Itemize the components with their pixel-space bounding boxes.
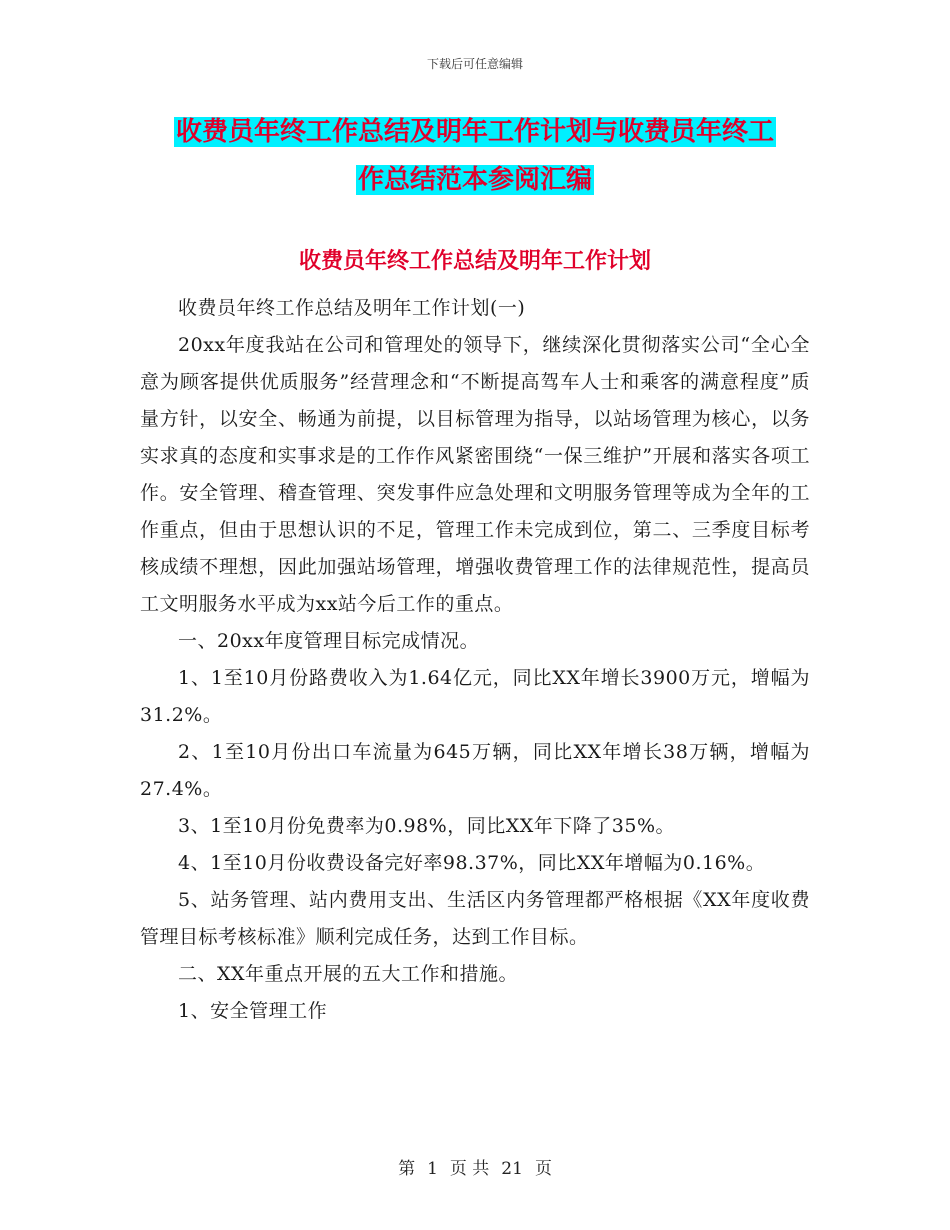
document-body [140, 290, 810, 1030]
paragraph-heading-1: 一、20xx年度管理目标完成情况。 [178, 630, 480, 652]
header-note: 下载后可任意编辑 [426, 57, 523, 71]
footer-page-number: 1 [427, 1159, 438, 1179]
paragraph-item-3: 3、1至10月份免费率为0.98%，同比XX年下降了35%。 [178, 815, 675, 837]
footer-middle: 页 共 [449, 1159, 490, 1179]
document-title-line-2: 作总结范本参阅汇编 [357, 165, 592, 195]
section-title: 收费员年终工作总结及明年工作计划 [298, 249, 651, 274]
footer-prefix: 第 [398, 1159, 416, 1179]
paragraph-subtitle: 收费员年终工作总结及明年工作计划(一) [178, 297, 526, 319]
paragraph-intro: 20xx年度我站在公司和管理处的领导下，继续深化贯彻落实公司“全心全意为顾客提供优质服务”经营理念和“不断提高驾车人士和乘客的满意程度”质量方针，以安全、畅通为前提，以目标管理为指导，以站场管理为核心，以务实求真的态度和实事求是的工作作风紧密围绕“一保三维护”开展和落实各项工作。安全管理、稽查管理、突发事件应急处理和文明服务管理等成为全年的工作重点，但由于思想认识的不足，管理工作未完成到位，第二、三季度目标考核成绩不理想，因此加强站场管理，增强收费管理工作的法律规范性，提高员工文明服务水平成为xx站今后工作的重点。 [140, 334, 810, 615]
paragraph-item-4: 4、1至10月份收费设备完好率98.37%，同比XX年增幅为0.16%。 [178, 852, 766, 874]
document-title-line-1: 收费员年终工作总结及明年工作计划与收费员年终工 [175, 117, 774, 147]
document-title [140, 108, 810, 204]
page-footer [0, 1154, 950, 1179]
paragraph-subheading: 1、安全管理工作 [178, 1000, 328, 1022]
paragraph-item-5: 5、站务管理、站内费用支出、生活区内务管理都严格根据《XX年度收费管理目标考核标准》顺利完成任务，达到工作目标。 [140, 889, 810, 948]
paragraph-item-2: 2、1至10月份出口车流量为645万辆，同比XX年增长38万辆，增幅为27.4%。 [140, 741, 810, 800]
paragraph-item-1: 1、1至10月份路费收入为1.64亿元，同比XX年增长3900万元，增幅为31.2%。 [140, 667, 810, 726]
paragraph-heading-2: 二、XX年重点开展的五大工作和措施。 [178, 963, 519, 985]
footer-suffix: 页 [534, 1159, 552, 1179]
footer-total-pages: 21 [501, 1159, 523, 1179]
